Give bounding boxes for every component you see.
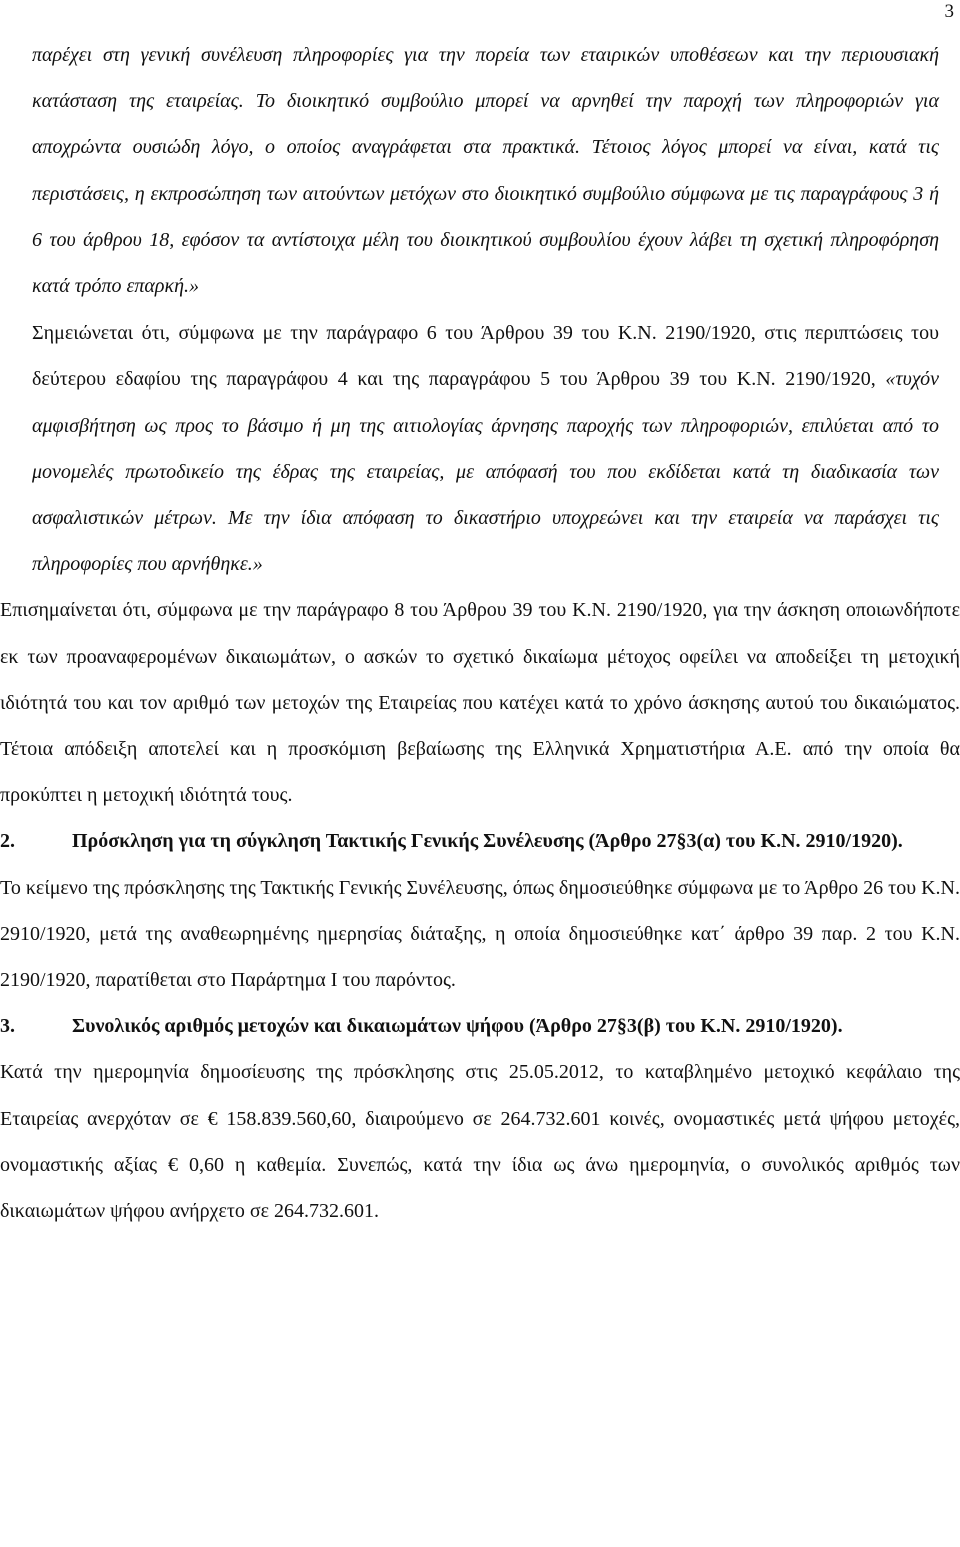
quoted-italic-paragraph: παρέχει στη γενική συνέλευση πληροφορίες για την πορεία των εταιρικών υποθέσεων και την περιουσιακή κατάσταση της εταιρείας. Το διοικητικό συμβούλιο μπορεί να αρνηθεί την παροχή των πληροφοριών για αποχρώντα ουσιώδη λόγο, ο οποίος αναγράφεται στα πρακτικά. Τέτοιος λόγος μπορεί να είναι, κατά τις περιστάσεις, η εκπροσώπηση των αιτούντων μετόχων στο διοικητικό συμβούλιο σύμφωνα με τις παραγράφους 3 ή 6 του άρθρου 18, εφόσον τα αντίστοιχα μέλη του διοικητικού συμβουλίου έχουν λάβει τη σχετική πληροφόρηση κατά τρόπο επαρκή.» [32,44,939,298]
quoted-block [0,32,939,587]
page-number: 3 [944,1,954,22]
note-italic-quote: «τυχόν αμφισβήτηση ως προς το βάσιμο ή μη της αιτιολογίας άρνησης παροχής των πληροφοριών, επιλύεται από το μονομελές πρωτοδικείο της έδρας της εταιρείας, με απόφασή του που εκδίδεται κατά τη διαδικασία των ασφαλιστικών μέτρων. Με την ίδια απόφαση το δικαστήριο υποχρεώνει και την εταιρεία να παράσχει τις πληροφορίες που αρνήθηκε.» [32,368,939,576]
section-3-number: 3. [0,1015,15,1038]
section-2-number: 2. [0,830,15,853]
section-3-body: Κατά την ημερομηνία δημοσίευσης της πρόσκλησης στις 25.05.2012, το καταβλημένο μετοχικό κεφάλαιο της Εταιρείας ανερχόταν σε € 158.839.560,60, διαιρούμενο σε 264.732.601 κοινές, ονομαστικές μετά ψήφου μετοχές, ονομαστικής αξίας € 0,60 η καθεμία. Συνεπώς, κατά την ίδια ως άνω ημερομηνία, ο συνολικός αριθμός των δικαιωμάτων ψήφου ανήρχετο σε 264.732.601. [0,1061,960,1223]
section-3-title: Συνολικός αριθμός μετοχών και δικαιωμάτων ψήφου (Άρθρο 27§3(β) του Κ.Ν. 2910/1920). [72,1015,843,1038]
section-2-body: Το κείμενο της πρόσκλησης της Τακτικής Γενικής Συνέλευσης, όπως δημοσιεύθηκε σύμφωνα με το Άρθρο 26 του Κ.Ν. 2910/1920, μετά της αναθεωρημένης ημερησίας διάταξης, η οποία δημοσιεύθηκε κατ΄ άρθρο 39 παρ. 2 του Κ.Ν. 2190/1920, παρατίθεται στο Παράρτημα Ι του παρόντος. [0,876,960,992]
section-2-title: Πρόσκληση για τη σύγκληση Τακτικής Γενικής Συνέλευσης (Άρθρο 27§3(α) του Κ.Ν. 2910/1920). [72,830,903,853]
section-3-heading [0,1003,960,1049]
note-paragraph [32,310,939,587]
shareholder-proof-paragraph: Επισημαίνεται ότι, σύμφωνα με την παράγραφο 8 του Άρθρου 39 του Κ.Ν. 2190/1920, για την άσκηση οποιωνδήποτε εκ των προαναφερομένων δικαιωμάτων, ο ασκών το σχετικό δικαίωμα μέτοχος οφείλει να αποδείξει τη μετοχική ιδιότητά του και τον αριθμό των μετοχών της Εταιρείας που κατέχει κατά το χρόνο άσκησης αυτού του δικαιώματος. Τέτοια απόδειξη αποτελεί και η προσκόμιση βεβαίωσης της Ελληνικά Χρηματιστήρια Α.Ε. από την οποία θα προκύπτει η μετοχική ιδιότητά τους. [0,599,960,807]
section-2-heading [0,818,960,864]
note-normal-text: Σημειώνεται ότι, σύμφωνα με την παράγραφο 6 του Άρθρου 39 του Κ.Ν. 2190/1920, στις περιπτώσεις του δεύτερου εδαφίου της παραγράφου 4 και της παραγράφου 5 του Άρθρου 39 του Κ.Ν. 2190/1920, [32,322,939,391]
page-content [0,32,960,1234]
